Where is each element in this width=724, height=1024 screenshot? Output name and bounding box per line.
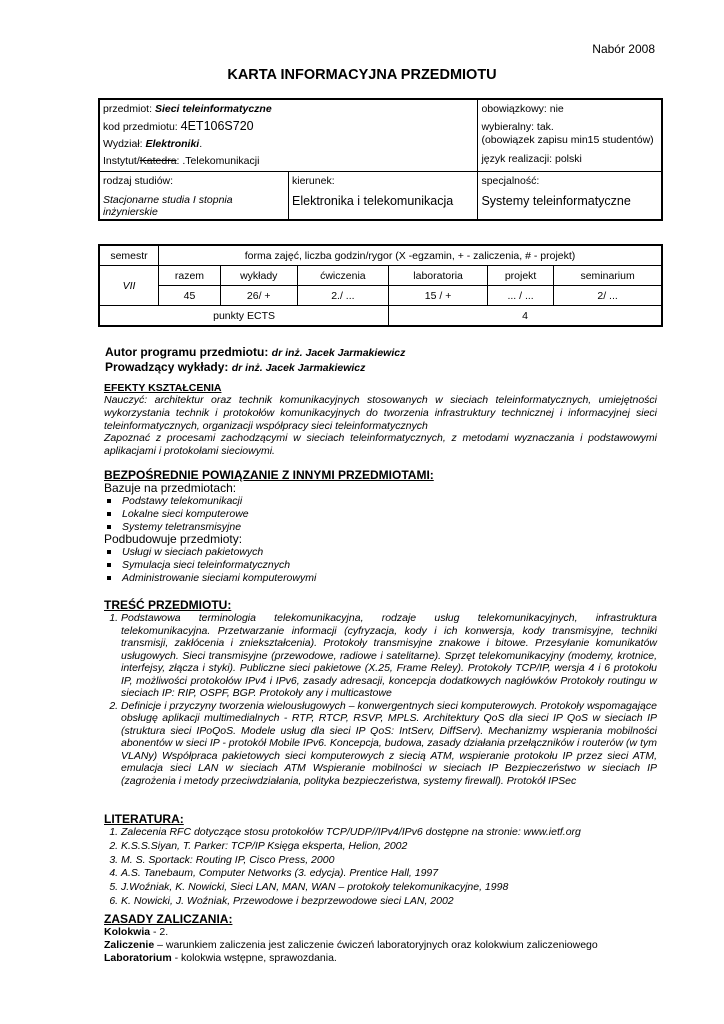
faculty-row: Wydział: Elektroniki.	[103, 138, 203, 150]
list-item: Systemy teletransmisyjne	[122, 521, 657, 534]
semester-value: VII	[99, 266, 159, 306]
header-labs: laboratoria	[389, 266, 488, 286]
rule-label: Zaliczenie	[104, 939, 155, 951]
literature-item: 2. K.S.S.Siyan, T. Parker: TCP/IP Księga eksperta, Helion, 2002	[121, 840, 657, 854]
hours-table	[98, 244, 663, 327]
outcomes-title: EFEKTY KSZTAŁCENIA	[104, 382, 222, 394]
value-exercises: 2./ ...	[297, 286, 389, 306]
status-cell	[478, 99, 662, 172]
value-seminar: 2/ ...	[554, 286, 662, 306]
institute-row	[103, 153, 474, 170]
literature-item: 6. K. Nowicki, J. Woźniak, Przewodowe i bezprzewodowe sieci LAN, 2002	[121, 895, 657, 909]
ects-label: punkty ECTS	[99, 306, 389, 327]
relations-title: BEZPOŚREDNIE POWIĄZANIE Z INNYMI PRZEDMIOTAMI:	[104, 468, 434, 482]
department-struck: Katedra	[139, 155, 177, 167]
direction-label: kierunek:	[292, 175, 335, 187]
lecturer: dr inż. Jacek Jarmakiewicz	[231, 362, 366, 374]
institute-name: : .Telekomunikacji	[176, 155, 260, 167]
program-author: dr inż. Jacek Jarmakiewicz	[271, 347, 406, 359]
rule-text: – warunkiem zaliczenia jest zaliczenie ćwiczeń laboratoryjnych oraz kolokwium zaliczeniowego	[154, 939, 598, 951]
outcomes-paragraph-1: Nauczyć: architektur oraz technik komunikacyjnych stosowanych w sieciach teleinformatycznych, umiejętności wykorzystania technik i protokołów komunikacyjnych do tworzenia infrastruktury technicznej i informacyjnej sieci teleinformatycznych, organizacji współpracy sieci teleinformatycznych	[104, 394, 657, 432]
literature-title: LITERATURA:	[104, 812, 184, 826]
page-title: KARTA INFORMACYJNA PRZEDMIOTU	[227, 67, 497, 83]
built-on-list	[104, 546, 657, 584]
rule-text: - 2.	[150, 926, 169, 938]
subject-name: Sieci teleinformatyczne	[154, 103, 272, 115]
mandatory: obowiązkowy: nie	[481, 103, 564, 115]
content-item: 2. Definicje i przyczyny tworzenia wielousługowych – konwergentnych sieci komputerowych. Protokoły wspomagające obsługę aplikacji multimedialnych - RTP, RTCP, RSVP, MPLS. Architektury QoS dla sieci IP QoS w sieciach IP (struktura sieci IPoQoS. Modele usług dla sieci IP QoS: IntServ, DiffServ). Mechanizmy wspierania mobilności abonentów w sieci IP - protokół Mobile IPv6. Koncepcja, budowa, zasady działania przełączników i routerów (w tym VLANy) Współpraca pakietowych sieci komputerowych z siecią ATM, wspieranie protokołu IP przez sieci ATM, emulacja sieci LAN w sieciach ATM Wspieranie mobilności w sieciach IP Bezpieczeństwo w sieciach IP (zagrożenia i metody przeciwdziałania, polityka bezpieczeństwa, systemy firewall). Protokół IPSec	[121, 700, 657, 788]
content-title: TREŚĆ PRZEDMIOTU:	[104, 598, 232, 612]
based-on-label: Bazuje na przedmiotach:	[104, 481, 237, 495]
relations-section	[104, 468, 657, 585]
value-total: 45	[159, 286, 221, 306]
semester-header: semestr	[99, 245, 159, 266]
value-labs: 15 / +	[389, 286, 488, 306]
literature-section	[104, 812, 657, 909]
rules-title: ZASADY ZALICZANIA:	[104, 912, 233, 926]
rule-label: Kolokwia	[104, 926, 151, 938]
header-project: projekt	[488, 266, 554, 286]
elective: wybieralny: tak.	[481, 121, 554, 133]
institute-label: Instytut/	[103, 155, 140, 167]
study-type: Stacjonarne studia I stopnia inżynierskie	[103, 194, 233, 218]
subject-row	[103, 101, 474, 118]
subject-code: 4ET106S720	[180, 119, 254, 133]
faculty-name: Elektroniki	[145, 138, 200, 150]
list-item: Usługi w sieciach pakietowych	[122, 546, 657, 559]
literature-item: 1. Zalecenia RFC dotyczące stosu protokołów TCP/UDP//IPv4/IPv6 dostępne na stronie: www.ietf.org	[121, 826, 657, 840]
content-section	[104, 598, 657, 787]
ects-value: 4	[389, 306, 662, 327]
literature-item: 5. J.Woźniak, K. Nowicki, Sieci LAN, MAN, WAN – protokoły telekomunikacyjne, 1998	[121, 881, 657, 895]
language: język realizacji: polski	[481, 153, 582, 165]
rule-colloquia	[104, 926, 657, 939]
subject-info-table	[98, 98, 663, 221]
literature-list	[104, 826, 657, 909]
forms-header: forma zajęć, liczba godzin/rygor (X -egzamin, + - zaliczenia, # - projekt)	[159, 245, 663, 266]
subject-label: przedmiot:	[103, 103, 153, 115]
value-project: ... / ...	[488, 286, 554, 306]
direction: Elektronika i telekomunikacja	[292, 194, 454, 208]
specialty-cell	[478, 172, 662, 221]
rule-credit	[104, 939, 657, 952]
list-item: Administrowanie sieciami komputerowymi	[122, 572, 657, 585]
rule-laboratory	[104, 952, 657, 965]
content-list	[104, 612, 657, 787]
list-item: Symulacja sieci teleinformatycznych	[122, 559, 657, 572]
code-label: kod przedmiotu:	[103, 121, 178, 133]
header-total: razem	[159, 266, 221, 286]
elective-note: (obowiązek zapisu min15 studentów)	[481, 134, 654, 146]
list-item: Lokalne sieci komputerowe	[122, 508, 657, 521]
literature-item: 4. A.S. Tanebaum, Computer Networks (3. edycja). Prentice Hall, 1997	[121, 867, 657, 881]
content-item: 1. Podstawowa terminologia telekomunikacyjna, rodzaje usług telekomunikacyjnych, infrastruktura telekomunikacyjna. Przetwarzanie informacji (cyfryzacja, kody i ich konwersja, kody transmisyjne, techniki transmisji, zakłócenia i zniekształcenia). Protokoły transmisyjne znakowe i bitowe. Przesyłanie komunikatów usługowych. Sieci transmisyjne (przewodowe, radiowe i satelitarne). Sprzęt telekomunikacyjny (modemy, krotnice, interfejsy, złącza i styki). Publiczne sieci pakietowe (X.25, Frame Reley). Protokoły TCP/IP, wersja 4 i 6 protokołu IP, możliwości protokołów IPv4 i IPv6, zasady adresacji, koncepcja dodatkowych nagłówków Protokoły routingu w sieciach IP: RIP, OSPF, BGP. Protokoły any i multicastowe	[121, 612, 657, 700]
program-author-label: Autor programu przedmiotu:	[105, 345, 269, 359]
outcomes-paragraph-2: Zapoznać z procesami zachodzącymi w sieciach teleinformatycznych, z metodami wyznaczania i podstawowymi aplikacjami i protokołami sieciowymi.	[104, 432, 657, 458]
specialty: Systemy teleinformatyczne	[481, 194, 631, 208]
direction-cell	[289, 172, 478, 221]
rule-text: - kolokwia wstępne, sprawozdania.	[171, 952, 337, 964]
specialty-label: specjalność:	[481, 175, 540, 187]
authors-block	[105, 345, 405, 375]
code-row	[103, 118, 474, 136]
recruitment-year: Nabór 2008	[592, 42, 655, 56]
study-type-label: rodzaj studiów:	[103, 175, 174, 187]
header-seminar: seminarium	[554, 266, 662, 286]
outcomes-section	[104, 382, 657, 458]
rule-label: Laboratorium	[104, 952, 172, 964]
based-on-list	[104, 495, 657, 533]
header-exercises: ćwiczenia	[297, 266, 389, 286]
program-author-row	[105, 345, 405, 360]
list-item: Podstawy telekomunikacji	[122, 495, 657, 508]
study-type-cell	[99, 172, 289, 221]
literature-item: 3. M. S. Sportack: Routing IP, Cisco Press, 2000	[121, 854, 657, 868]
faculty-label: Wydział:	[103, 138, 143, 150]
value-lectures: 26/ +	[220, 286, 297, 306]
header-lectures: wykłady	[220, 266, 297, 286]
rules-section	[104, 912, 657, 965]
lecturer-label: Prowadzący wykłady:	[105, 360, 229, 374]
lecturer-row	[105, 360, 405, 375]
subject-info-cell	[99, 99, 478, 172]
built-on-label: Podbudowuje przedmioty:	[104, 532, 243, 547]
